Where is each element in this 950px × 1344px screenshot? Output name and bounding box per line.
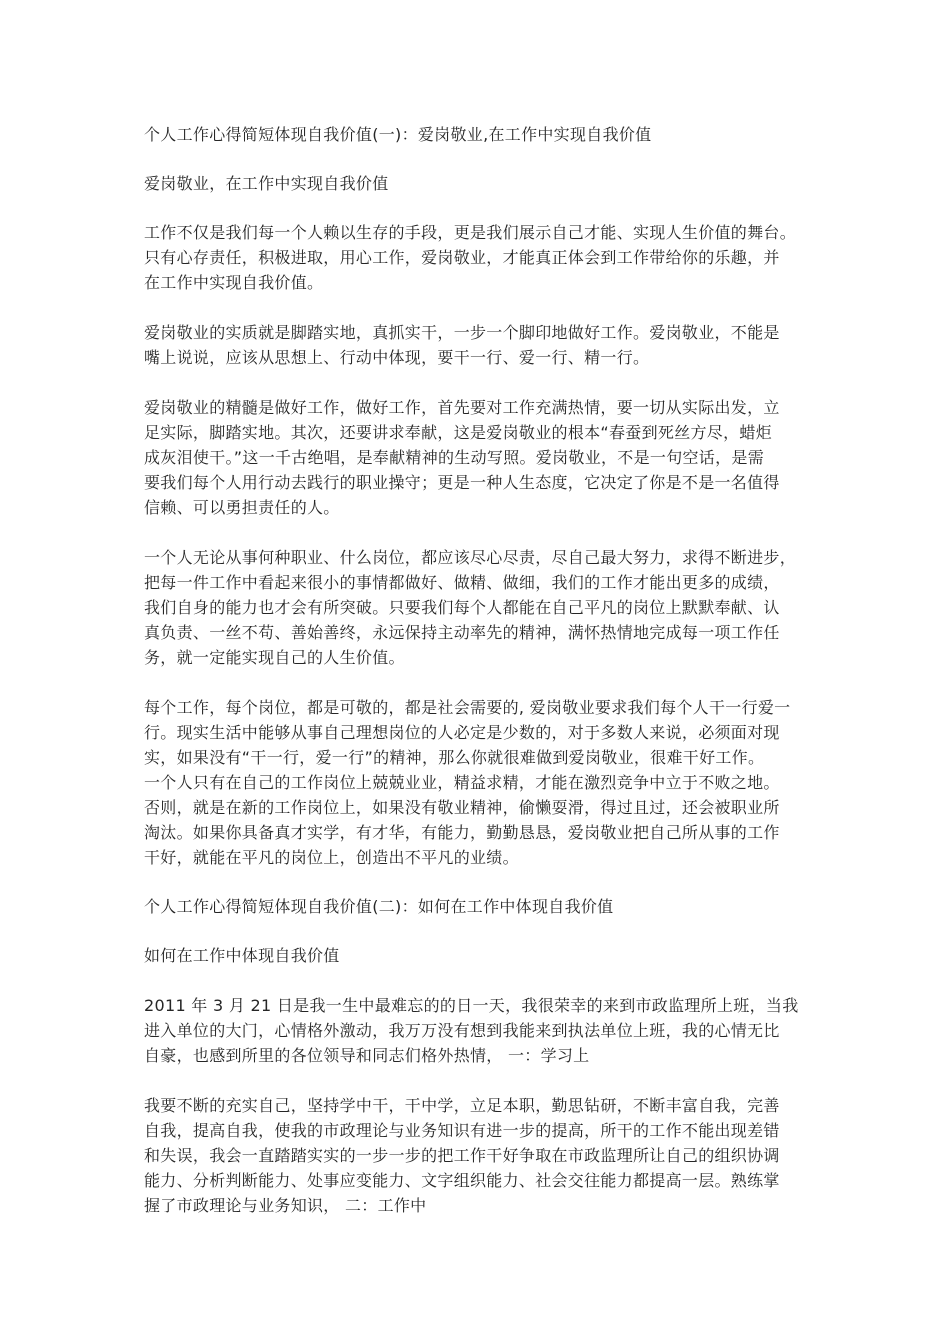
paragraph-line: 一个人无论从事何种职业、什么岗位，都应该尽心尽责，尽自己最大努力，求得不断进步，: [144, 548, 797, 567]
paragraph-line: 要我们每个人用行动去践行的职业操守；更是一种人生态度，它决定了你是不是一名值得: [144, 473, 780, 492]
paragraph-line: 足实际，脚踏实地。其次，还要讲求奉献，这是爱岗敬业的根本“春蚕到死丝方尽，蜡炬: [144, 423, 772, 442]
paragraph-line: 否则，就是在新的工作岗位上，如果没有敬业精神，偷懒耍滑，得过且过，还会被职业所: [144, 798, 780, 817]
section-1-heading-text: 个人工作心得简短体现自我价值(一)：爱岗敬业,在工作中实现自我价值: [144, 125, 652, 144]
paragraph-line: 真负责、一丝不苟、善始善终，永远保持主动率先的精神，满怀热情地完成每一项工作任: [144, 623, 780, 642]
paragraph-line: 能力、分析判断能力、处事应变能力、文字组织能力、社会交往能力都提高一层。熟练掌: [144, 1171, 780, 1190]
section-2-heading: [144, 894, 810, 919]
paragraph-line: 把每一件工作中看起来很小的事情都做好、做精、做细，我们的工作才能出更多的成绩，: [144, 573, 780, 592]
paragraph-3: [144, 395, 810, 520]
paragraph-line: 爱岗敬业的实质就是脚踏实地，真抓实干，一步一个脚印地做好工作。爱岗敬业，不能是: [144, 323, 780, 342]
paragraph-line: 实，如果没有“干一行，爱一行”的精神，那么你就很难做到爱岗敬业，很难干好工作。: [144, 748, 765, 767]
paragraph-line: 在工作中实现自我价值。: [144, 273, 324, 292]
paragraph-line: 和失误，我会一直踏踏实实的一步一步的把工作干好争取在市政监理所让自己的组织协调: [144, 1146, 780, 1165]
paragraph-line: 工作不仅是我们每一个人赖以生存的手段，更是我们展示自己才能、实现人生价值的舞台。: [144, 223, 797, 242]
paragraph-4: [144, 545, 810, 670]
paragraph-5: [144, 695, 810, 870]
paragraph-line: 我要不断的充实自己，坚持学中干，干中学，立足本职，勤思钻研，不断丰富自我，完善: [144, 1096, 780, 1115]
section-1-subheading: [144, 171, 810, 196]
section-2-heading-text: 个人工作心得简短体现自我价值(二)：如何在工作中体现自我价值: [144, 897, 614, 916]
document-body: [144, 122, 810, 1218]
paragraph-line: 握了市政理论与业务知识， 二：工作中: [144, 1196, 427, 1215]
paragraph-line: 自豪，也感到所里的各位领导和同志们格外热情， 一：学习上: [144, 1046, 590, 1065]
paragraph-line: 每个工作，每个岗位，都是可敬的，都是社会需要的, 爱岗敬业要求我们每个人干一行爱一: [144, 698, 791, 717]
section-2-subheading-text: 如何在工作中体现自我价值: [144, 946, 340, 965]
paragraph-line: 一个人只有在自己的工作岗位上兢兢业业，精益求精，才能在激烈竞争中立于不败之地。: [144, 773, 780, 792]
paragraph-line: 成灰泪使干。”这一千古绝唱，是奉献精神的生动写照。爱岗敬业，不是一句空话，是需: [144, 448, 764, 467]
section-1-subheading-text: 爱岗敬业，在工作中实现自我价值: [144, 174, 389, 193]
paragraph-line: 自我，提高自我，使我的市政理论与业务知识有进一步的提高，所干的工作不能出现差错: [144, 1121, 780, 1140]
section-2-subheading: [144, 943, 810, 968]
paragraph-line: 淘汰。如果你具备真才实学，有才华，有能力，勤勤恳恳，爱岗敬业把自己所从事的工作: [144, 823, 780, 842]
paragraph-1: [144, 220, 810, 295]
section-1-heading: [144, 122, 810, 147]
paragraph-2: [144, 320, 810, 370]
paragraph-6: [144, 993, 810, 1068]
paragraph-line: 只有心存责任，积极进取，用心工作，爱岗敬业，才能真正体会到工作带给你的乐趣，并: [144, 248, 780, 267]
paragraph-line: 干好，就能在平凡的岗位上，创造出不平凡的业绩。: [144, 848, 519, 867]
paragraph-7: [144, 1093, 810, 1218]
paragraph-line: 爱岗敬业的精髓是做好工作，做好工作，首先要对工作充满热情，要一切从实际出发，立: [144, 398, 780, 417]
paragraph-line: 务，就一定能实现自己的人生价值。: [144, 648, 405, 667]
paragraph-line: 进入单位的大门，心情格外激动，我万万没有想到我能来到执法单位上班，我的心情无比: [144, 1021, 780, 1040]
paragraph-line: 我们自身的能力也才会有所突破。只要我们每个人都能在自己平凡的岗位上默默奉献、认: [144, 598, 780, 617]
paragraph-line: 行。现实生活中能够从事自己理想岗位的人必定是少数的，对于多数人来说，必须面对现: [144, 723, 780, 742]
paragraph-line: 嘴上说说，应该从思想上、行动中体现，要干一行、爱一行、精一行。: [144, 348, 650, 367]
paragraph-line: 2011 年 3 月 21 日是我一生中最难忘的的日一天，我很荣幸的来到市政监理所上班，当我: [144, 996, 799, 1015]
paragraph-line: 信赖、可以勇担责任的人。: [144, 498, 340, 517]
